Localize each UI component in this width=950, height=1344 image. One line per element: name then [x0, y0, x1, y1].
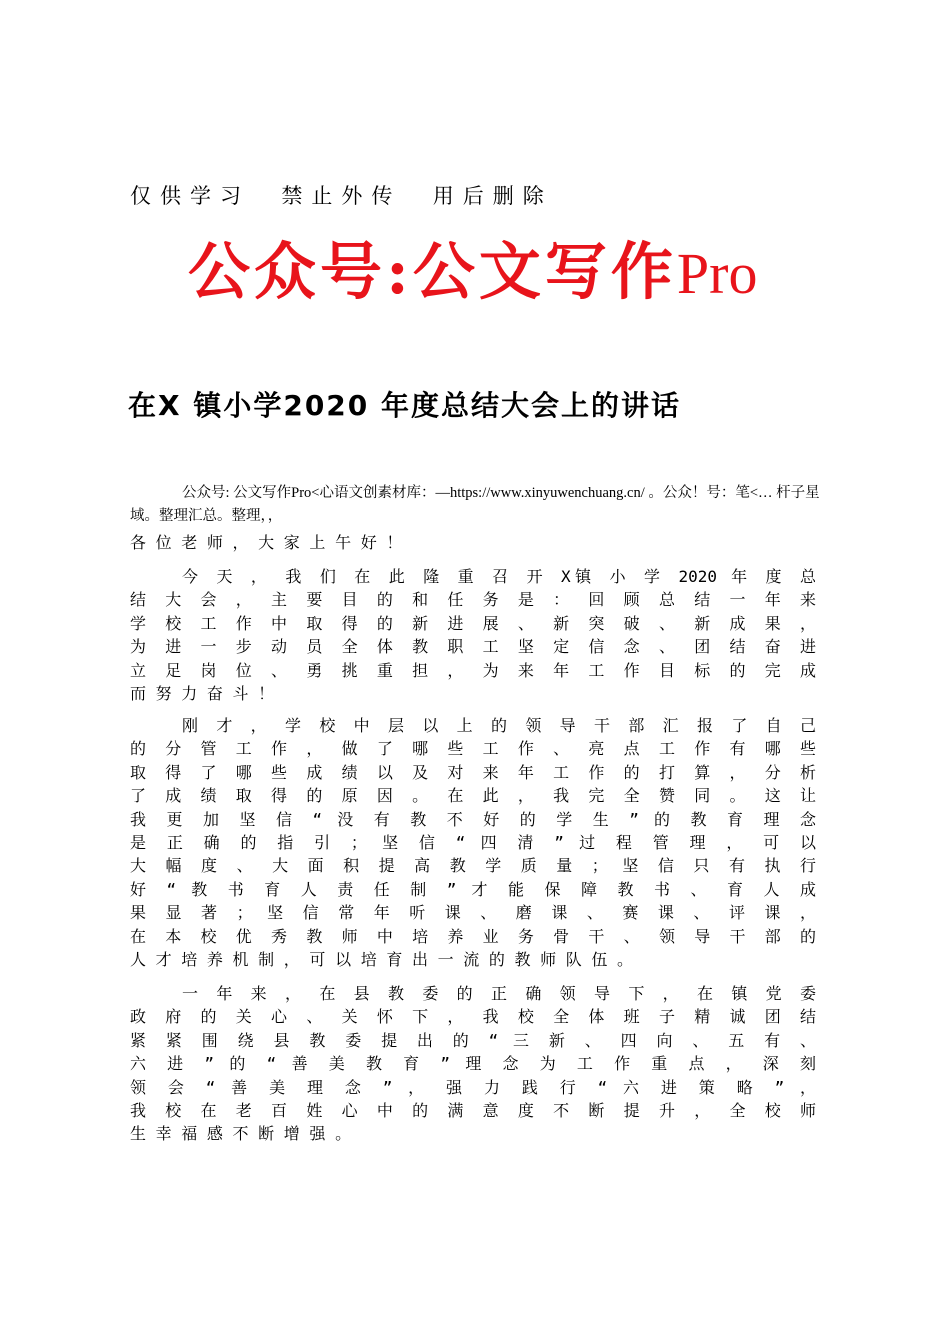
paragraph-line: 果 显 著 ； 坚 信 常 年 听 课 、 磨 课 、 赛 课 、 评 课 ， — [130, 903, 816, 923]
paragraph-line: 今 天 ， 我 们 在 此 隆 重 召 开 X镇 小 学 2020 年 度 总 — [182, 567, 816, 586]
paragraph-line: 为 进 一 步 动 员 全 体 教 职 工 坚 定 信 念 、 团 结 奋 进 — [130, 637, 816, 657]
body-paragraph-1 — [130, 565, 816, 705]
paragraph-line: 的 分 管 工 作 ， 做 了 哪 些 工 作 、 亮 点 工 作 有 哪 些 — [130, 739, 816, 759]
paragraph-line: 领 会 “ 善 美 理 念 ” ， 强 力 践 行 “ 六 进 策 略 ” ， — [130, 1077, 816, 1097]
paragraph-line: 是 正 确 的 指 引 ； 坚 信 “ 四 清 ” 过 程 管 理 ， 可 以 — [130, 833, 816, 853]
document-title: 在X 镇小学2020 年度总结大会上的讲话 — [128, 389, 682, 422]
paragraph-line: 立 足 岗 位 、 勇 挑 重 担 ， 为 来 年 工 作 目 标 的 完 成 — [130, 660, 816, 680]
paragraph-line: 我 校 在 老 百 姓 心 中 的 满 意 度 不 断 提 升 ， 全 校 师 — [130, 1101, 816, 1121]
paragraph-line: 取 得 了 哪 些 成 绩 以 及 对 来 年 工 作 的 打 算 ， 分 析 — [130, 762, 816, 782]
greeting: 各 位 老 师 ， 大 家 上 午 好 ！ — [130, 533, 403, 552]
paragraph-line: 了 成 绩 取 得 的 原 因 。 在 此 ， 我 完 全 赞 同 。 这 让 — [130, 786, 816, 806]
paragraph-line: 学 校 工 作 中 取 得 的 新 进 展 、 新 突 破 、 新 成 果 ， — [130, 613, 816, 633]
body-paragraph-3 — [130, 982, 816, 1146]
paragraph-line: 刚 才 ， 学 校 中 层 以 上 的 领 导 干 部 汇 报 了 自 己 — [182, 716, 816, 735]
paragraph-line: 我 更 加 坚 信 “ 没 有 教 不 好 的 学 生 ” 的 教 育 理 念 — [130, 809, 816, 829]
usage-notice: 仅供学习 禁止外传 用后删除 — [130, 184, 553, 208]
brand-watermark — [188, 222, 757, 311]
paragraph-line: 在 本 校 优 秀 教 师 中 培 养 业 务 骨 干 、 领 导 干 部 的 — [130, 926, 816, 946]
paragraph-line: 结 大 会 ， 主 要 目 的 和 任 务 是 ： 回 顾 总 结 一 年 来 — [130, 590, 816, 610]
paragraph-line: 人 才 培 养 机 制 ， 可 以 培 育 出 一 流 的 教 师 队 伍 。 — [130, 950, 634, 970]
brand-suffix-text: Pro — [676, 241, 758, 306]
paragraph-line: 好 “ 教 书 育 人 责 任 制 ” 才 能 保 障 教 书 、 育 人 成 — [130, 879, 816, 899]
body-paragraph-2 — [130, 714, 816, 971]
paragraph-line: 一 年 来 ， 在 县 教 委 的 正 确 领 导 下 ， 在 镇 党 委 — [182, 984, 816, 1003]
paragraph-line: 政 府 的 关 心 、 关 怀 下 ， 我 校 全 体 班 子 精 诚 团 结 — [130, 1007, 816, 1027]
paragraph-line: 生 幸 福 感 不 断 增 强 。 — [130, 1124, 352, 1144]
paragraph-line: 而 努 力 奋 斗 ！ — [130, 684, 275, 704]
paragraph-line: 大 幅 度 、 大 面 积 提 高 教 学 质 量 ； 坚 信 只 有 执 行 — [130, 856, 816, 876]
source-note: 公众号: 公文写作Pro<心语文创素材库：—https://www.xinyuwenchuang.cn/ 。公众！号：笔<… 杆子星域。整理汇总。整理，， — [130, 485, 820, 524]
paragraph-line: 六 进 ” 的 “ 善 美 教 育 ” 理 念 为 工 作 重 点 ， 深 刻 — [130, 1054, 816, 1074]
brand-main-text: 公众号:公文写作 — [188, 235, 677, 308]
paragraph-line: 紧 紧 围 绕 县 教 委 提 出 的 “ 三 新 、 四 向 、 五 有 、 — [130, 1030, 816, 1050]
